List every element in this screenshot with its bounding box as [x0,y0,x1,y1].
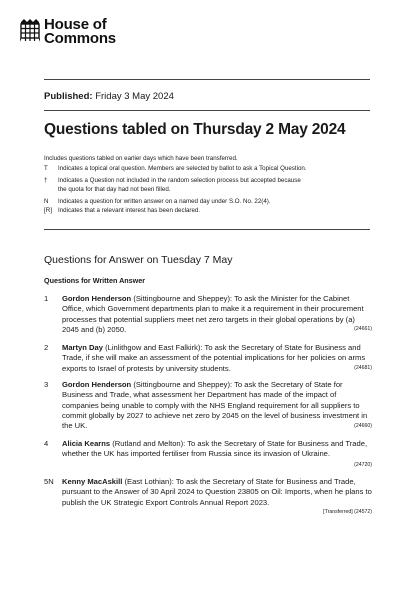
published-date: Friday 3 May 2024 [95,91,174,102]
member-name: Alicia Kearns [62,439,111,448]
member-constituency: (Sittingbourne and Sheppey) [133,294,231,303]
key-description: Indicates a topical oral question. Members are selected by ballot to ask a Topical Question. [58,165,307,172]
logo-line-1: House of [44,16,107,33]
published-divider [44,110,370,111]
key-description: Indicates that a relevant interest has been declared. [58,207,201,214]
top-divider [44,79,370,80]
question-reference: (24660) [354,423,372,429]
question-body [62,439,372,460]
question-body [62,343,372,374]
key-symbol: T [44,165,48,172]
question-text: : To ask the Secretary of State for Business and Trade, whether the UK has imported fertiliser from Russia since its invasion of Ukraine. [62,439,368,459]
key-symbol: [R] [44,207,52,214]
section-divider [44,229,370,230]
member-name: Martyn Day [62,343,103,352]
question-number: 3 [44,380,49,389]
key-description: Indicates a Question not included in the random selection process but accepted because the quota for that day had not been filled. [58,177,301,193]
member-name: Gordon Henderson [62,380,132,389]
section-title: Questions for Answer on Tuesday 7 May [44,254,233,266]
key-description: Indicates a question for written answer on a named day under S.O. No. 22(4). [58,198,271,205]
question-body [62,477,372,508]
member-constituency: (Sittingbourne and Sheppey) [133,380,231,389]
logo-wordmark [44,18,116,46]
house-of-commons-logo [20,18,116,46]
question-text: : To ask the Secretary of State for Business and Trade, if she will make an assessment of the potential implications for her policies on arms exports to Israel of protests by university students. [62,343,366,373]
published-label: Published: [44,91,93,102]
question-number: 4 [44,439,49,448]
question-number: 5N [44,477,54,486]
portcullis-icon [20,18,40,44]
question-number: 2 [44,343,49,352]
key-symbol: † [44,177,48,184]
published-line [44,91,174,102]
question-text: : To ask the Minister for the Cabinet Office, which Government departments plan to make it a requirement in their procurement processes that potential suppliers meet net zero targets in their global operations by (a) 2045 and (b) 2050. [62,294,364,334]
member-constituency: (East Lothian) [124,477,172,486]
question-reference: (24661) [354,326,372,332]
question-reference: (24720) [354,462,372,468]
sub-section-title: Questions for Written Answer [44,276,146,285]
logo-line-2: Commons [44,30,116,47]
question-text: : To ask the Secretary of State for Business and Trade, pursuant to the Answer of 30 April 2024 to Question 23805 on Oil: Imports, when he plans to publish the UK Strategic Export Controls Annual Report 2023. [62,477,372,507]
member-name: Kenny MacAskill [62,477,123,486]
key-symbol: N [44,198,49,205]
question-body [62,380,372,431]
question-text: : To ask the Secretary of State for Business and Trade, what assessment her Department has made of the impact of companies being unable to comply with the NHS England requirement for all suppliers to commit globally by 2027 to achieve net zero by 2045 on the level of business investment in the UK. [62,380,368,431]
member-constituency: (Linlithgow and East Falkirk) [105,343,201,352]
intro-text: Includes questions tabled on earlier days which have been transferred. [44,155,238,162]
question-body [62,294,372,335]
member-constituency: (Rutland and Melton) [112,439,184,448]
page-title: Questions tabled on Thursday 2 May 2024 [44,121,346,138]
member-name: Gordon Henderson [62,294,132,303]
question-number: 1 [44,294,49,303]
question-reference: (24681) [354,365,372,371]
question-reference: [Transferred] (24572) [323,509,372,515]
